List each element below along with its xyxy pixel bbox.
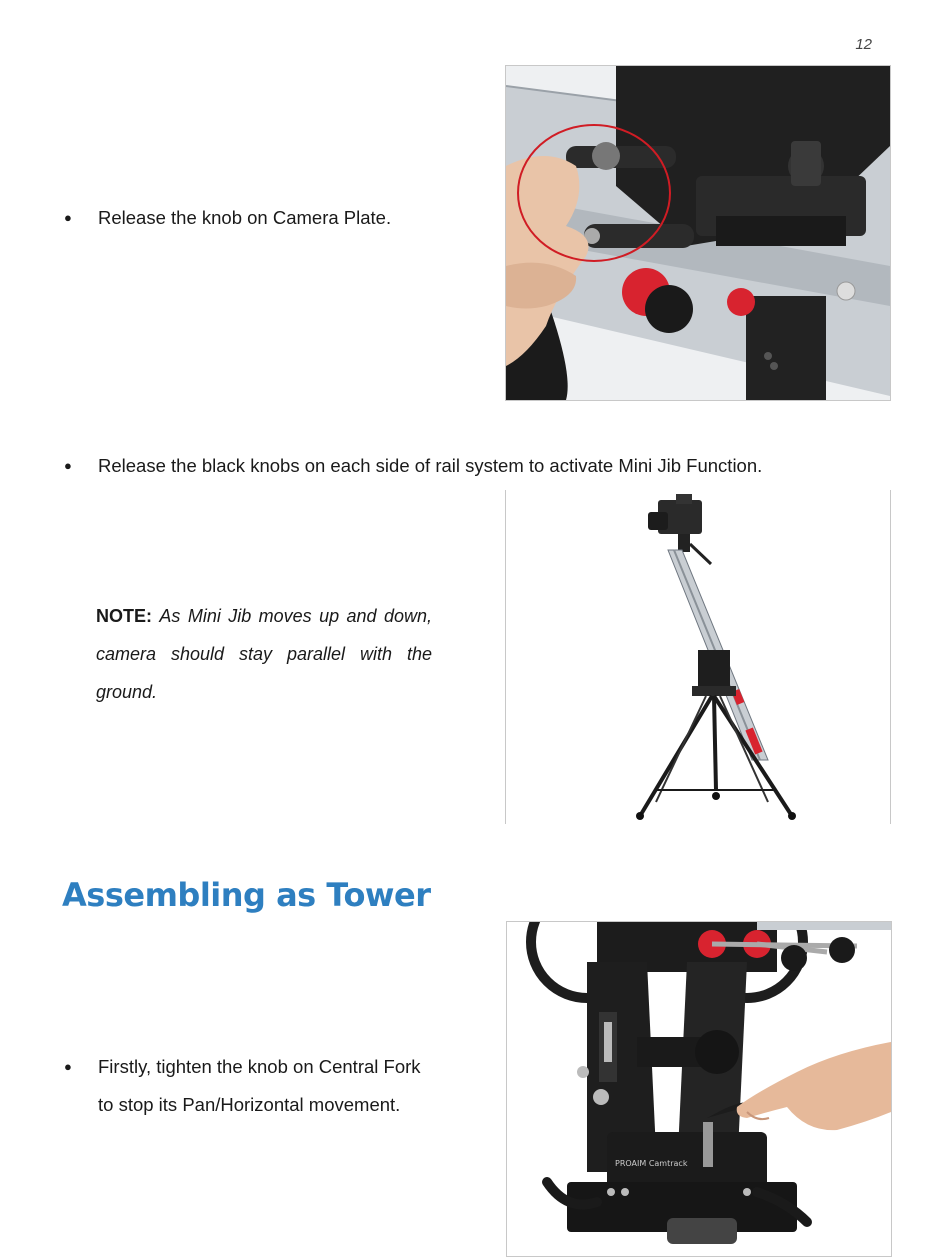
camera-plate-knob-photo: [505, 65, 891, 401]
fork-label: PROAIM Camtrack: [615, 1159, 688, 1168]
note-text: As Mini Jib moves up and down, camera should stay parallel with the ground.: [96, 606, 432, 702]
mini-jib-photo: [505, 490, 891, 824]
step-item: [60, 447, 900, 485]
note-label: NOTE:: [96, 606, 152, 626]
note-paragraph: [96, 597, 432, 711]
bullet-icon: ●: [64, 210, 72, 225]
page-number: 12: [855, 36, 872, 53]
section-heading: Assembling as Tower: [62, 876, 431, 914]
bullet-icon: ●: [64, 1059, 72, 1074]
step-text: [98, 1048, 421, 1124]
step-item: [60, 1048, 460, 1124]
step-text: Release the knob on Camera Plate.: [98, 207, 392, 228]
central-fork-photo: [506, 921, 892, 1257]
step-text-line: to stop its Pan/Horizontal movement.: [98, 1094, 401, 1115]
step-text-line: Firstly, tighten the knob on Central Fork: [98, 1056, 421, 1077]
bullet-icon: ●: [64, 458, 72, 473]
step-text: Release the black knobs on each side of rail system to activate Mini Jib Function.: [98, 455, 763, 476]
step-item: [60, 199, 480, 237]
